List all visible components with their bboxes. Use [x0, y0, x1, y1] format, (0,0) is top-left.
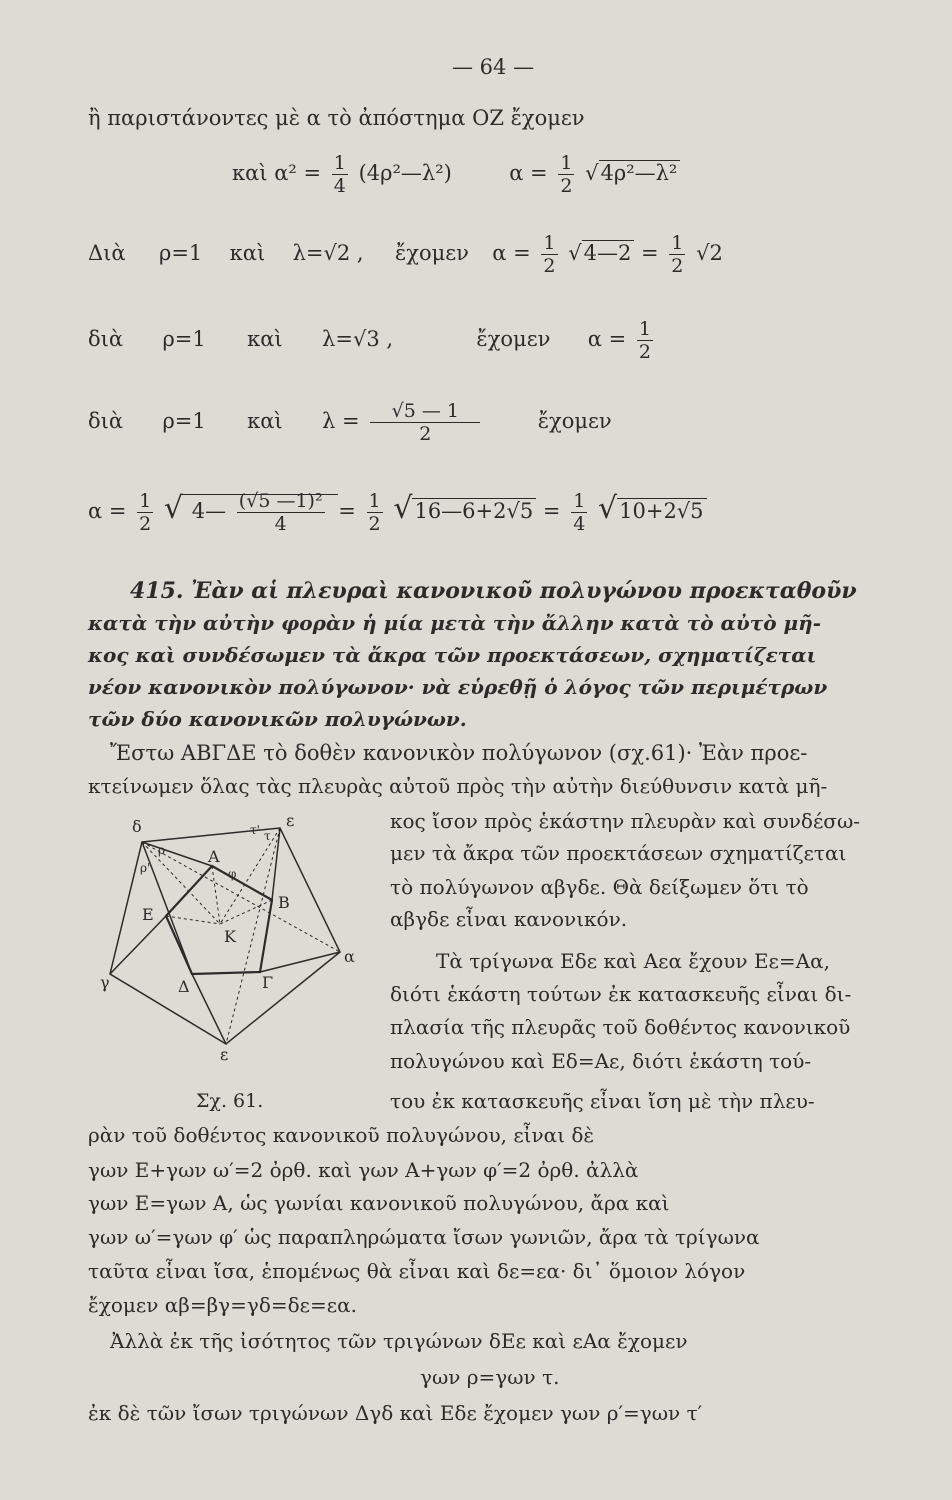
body-line-2: κτείνωμεν ὅλας τὰς πλευρὰς αὐτοῦ πρὸς τὴν αὐτὴν διεύθυνσιν κατὰ μῆ- [88, 774, 828, 798]
eq5-den3: 4 [573, 513, 586, 535]
side2-line-5: του ἐκ κατασκευῆς εἶναι ἴση μὲ τὴν πλευ- [390, 1089, 815, 1113]
lower-line-5: ταῦτα εἶναι ἴσα, ἑπομένως θὰ εἶναι καὶ δε=εα· δι᾽ ὅμοιον λόγον [88, 1259, 746, 1283]
body-line-1: Ἔστω ΑΒΓΔΕ τὸ δοθὲν κανονικὸν πολύγωνον (σχ.61)· Ἐὰν προε- [110, 741, 808, 765]
eq3-kai: καὶ [247, 327, 283, 351]
label-epsilon-small: ε [286, 812, 295, 830]
label-tau-prime: τ' [250, 823, 260, 837]
label-B: Β [278, 893, 290, 912]
eq4-fraction [370, 400, 480, 445]
eq1-num: 1 [333, 152, 346, 174]
eq2-num: 1 [543, 232, 556, 254]
eq5-den1: 2 [139, 513, 152, 535]
section-number: 415. [130, 578, 184, 604]
eq5-fraction3 [571, 490, 587, 535]
eq2-den: 2 [543, 255, 556, 277]
eq5-num1: 1 [139, 490, 152, 512]
eq5-r2: 16—6+2√5 [412, 498, 536, 523]
eq5-r1num: (√5 —1)² [238, 490, 323, 512]
eq2-den2: 2 [671, 255, 684, 277]
figure-caption: Σχ. 61. [196, 1090, 264, 1112]
eq4-num: √5 — 1 [370, 400, 480, 423]
eq2-root: √ [568, 241, 582, 265]
side2-line-1: Τὰ τρίγωνα Εδε καὶ Αεα ἔχουν Εε=Αα, [436, 949, 830, 973]
eq4-den: 2 [419, 423, 432, 445]
label-delta-outer: δ [132, 817, 142, 836]
eq5-eq2: = [542, 499, 561, 523]
label-rho-prime: ρ' [140, 861, 151, 875]
section-line-5: τῶν δύο κανονικῶν πολυγώνων. [88, 707, 467, 731]
intro-line: ἢ παριστάνοντες μὲ α τὸ ἀπόστημα ΟΖ ἔχομεν [88, 106, 585, 130]
eq3-num: 1 [638, 318, 651, 340]
eq5-num3: 1 [573, 490, 586, 512]
eq2-fraction2 [669, 232, 685, 277]
lower-line-1: ρὰν τοῦ δοθέντος κανονικοῦ πολυγώνου, εἶναι δὲ [88, 1123, 595, 1147]
eq3-lambda: λ=√3 , [322, 327, 394, 351]
equation-5: α = $\frac{1}{2}$ √ 4— $\frac{\text{(√5 —1)²}}{4}$ = $\frac{1}{2}$ √16—6+2√5 = $\frac{1}{4}$ √10+2√5 [88, 490, 707, 535]
eq5-alpha: α = [88, 499, 127, 523]
eq5-den2: 2 [368, 513, 381, 535]
eq3-fraction [637, 318, 653, 363]
lower-line-4: γων ω′=γων φ′ ὡς παραπληρώματα ἴσων γωνιῶν, ἄρα τὰ τρίγωνα [88, 1225, 760, 1249]
lower-line-8: γων ρ=γων τ. [420, 1365, 560, 1389]
lower-line-7: Ἀλλὰ ἐκ τῆς ἰσότητος τῶν τριγώνων δΕε καὶ εΑα ἔχομεν [110, 1329, 688, 1353]
equation-3 [88, 318, 657, 363]
equation-1 [232, 152, 680, 197]
label-phi: φ [228, 867, 237, 881]
label-G: Γ [262, 973, 274, 992]
eq2-kai: καὶ [229, 241, 266, 265]
figure-61 [100, 812, 360, 1112]
section-line-1 [130, 578, 857, 604]
eq5-eq1: = [338, 499, 356, 523]
eq1-prefix: καὶ α² = [232, 161, 322, 185]
lower-line-6: ἔχομεν αβ=βγ=γδ=δε=εα. [88, 1293, 358, 1317]
eq1-radicand: 4ρ²—λ² [599, 160, 681, 185]
eq4-rho: ρ=1 [162, 409, 206, 433]
eq5-r1a: 4— [191, 499, 227, 523]
eq4-echomen: ἔχομεν [537, 409, 612, 433]
eq5-r3: 10+2√5 [617, 498, 706, 523]
section-line-4: νέον κανονικὸν πολύγωνον· νὰ εὑρεθῇ ὁ λόγος τῶν περιμέτρων [88, 675, 828, 699]
eq2-lambda: λ=√2 , [292, 241, 364, 265]
eq5-num2: 1 [368, 490, 381, 512]
eq2-rho: ρ=1 [158, 241, 203, 265]
lower-line-9: ἐκ δὲ τῶν ἴσων τριγώνων Δγδ καὶ Εδε ἔχομεν γων ρ′=γων τ′ [88, 1401, 703, 1425]
side-line-2: μεν τὰ ἄκρα τῶν προεκτάσεων σχηματίζεται [390, 841, 847, 865]
eq4-lambda: λ = [322, 409, 360, 433]
side-line-1: κος ἴσον πρὸς ἑκάστην πλευρὰν καὶ συνδέσω- [390, 809, 861, 833]
label-A: Α [208, 847, 220, 866]
eq2-num2: 1 [671, 232, 684, 254]
eq1-num2: 1 [560, 152, 573, 174]
section-text-1: Ἐὰν αἱ πλευραὶ κανονικοῦ πολυγώνου προεκταθοῦν [191, 578, 857, 604]
label-E: Ε [142, 905, 154, 924]
label-gamma-outer: γ [100, 973, 110, 992]
eq1-root: √ [585, 161, 599, 185]
eq5-fraction1 [137, 490, 153, 535]
label-alpha-outer: α [344, 947, 355, 966]
eq2-eq: = [641, 241, 659, 265]
eq2-tail: √2 [696, 241, 723, 265]
eq3-lead: διὰ [88, 327, 124, 351]
eq1-den2: 2 [560, 175, 573, 197]
section-line-2: κατὰ τὴν αὐτὴν φορὰν ἡ μία μετὰ τὴν ἄλλην κατὰ τὸ αὐτὸ μῆ- [88, 611, 821, 635]
eq4-kai: καὶ [247, 409, 283, 433]
label-D: Δ [178, 977, 190, 996]
section-line-3: κος καὶ συνδέσωμεν τὰ ἄκρα τῶν προεκτάσεων, σχηματίζεται [88, 643, 817, 667]
equation-4 [88, 400, 612, 445]
eq5-fraction2 [367, 490, 383, 535]
eq3-echomen: ἔχομεν [476, 327, 551, 351]
label-K: Κ [224, 927, 236, 946]
eq2-fraction [541, 232, 557, 277]
lower-line-2: γων Ε+γων ω′=2 ὀρθ. καὶ γων Α+γων φ′=2 ὀρθ. ἀλλὰ [88, 1158, 639, 1182]
eq2-alpha: α = [492, 241, 531, 265]
eq1-fraction2 [558, 152, 574, 197]
eq4-lead: διὰ [88, 409, 124, 433]
side2-line-2: διότι ἑκάστη τούτων ἐκ κατασκευῆς εἶναι δι- [390, 982, 852, 1006]
eq1-den: 4 [333, 175, 346, 197]
eq1-fraction [332, 152, 348, 197]
side-line-4: αβγδε εἶναι κανονικόν. [390, 907, 628, 931]
eq5-r1-fraction [237, 490, 325, 535]
eq1-mid: α = [509, 161, 548, 185]
eq2-radicand: 4—2 [582, 240, 635, 265]
lower-line-3: γων Ε=γων Α, ὡς γωνίαι κανονικοῦ πολυγώνου, ἄρα καὶ [88, 1191, 670, 1215]
eq2-lead: Διὰ [88, 241, 126, 265]
eq3-rho: ρ=1 [162, 327, 206, 351]
label-rho: ρ [158, 843, 166, 857]
eq1-expr: (4ρ²—λ²) [358, 161, 452, 185]
side2-line-3: πλασία τῆς πλευρᾶς τοῦ δοθέντος κανονικοῦ [390, 1015, 851, 1039]
label-tau: τ [264, 829, 271, 843]
equation-2 [88, 232, 723, 277]
eq2-echomen: ἔχομεν [394, 241, 469, 265]
side2-line-4: πολυγώνου καὶ Εδ=Αε, διότι ἑκάστη τού- [390, 1049, 812, 1073]
eq3-den: 2 [638, 341, 651, 363]
page-number: — 64 — [452, 55, 535, 79]
eq5-r1den: 4 [274, 513, 287, 535]
label-epsilon-outer: ε [220, 1045, 229, 1064]
eq3-alpha: α = [587, 327, 627, 351]
side-line-3: τὸ πολύγωνον αβγδε. Θὰ δείξωμεν ὅτι τὸ [390, 875, 809, 899]
